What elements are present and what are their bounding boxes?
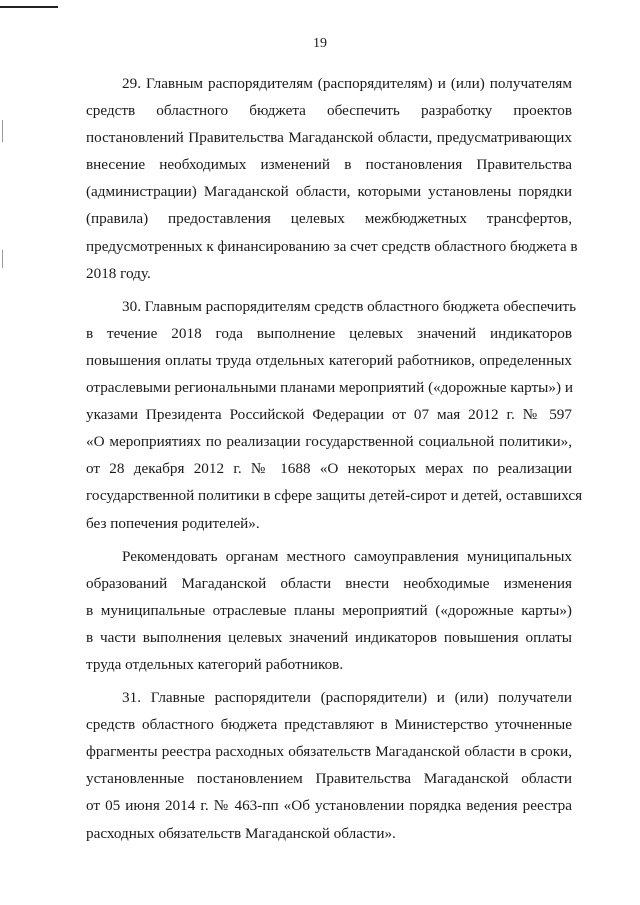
scan-margin-mark [2, 120, 3, 142]
text-line: (правила) предоставления целевых межбюджетных трансфертов, [86, 210, 572, 228]
text-line: в течение 2018 года выполнение целевых значений индикаторов [86, 324, 572, 342]
text-line: повышения оплаты труда отдельных категорий работников, определенных [86, 351, 572, 369]
paragraph-recommendation [86, 543, 572, 678]
text-line: 2018 году. [86, 264, 151, 282]
text-line: 31. Главные распорядители (распорядители) и (или) получатели [122, 689, 572, 707]
text-line: средств областного бюджета представляют в Министерство уточненные [86, 716, 572, 734]
text-line: в муниципальные отраслевые планы мероприятий («дорожные карты») [86, 601, 572, 619]
text-line: средств областного бюджета обеспечить разработку проектов [86, 102, 572, 120]
text-line: указами Президента Российской Федерации от 07 мая 2012 г. № 597 [86, 406, 572, 424]
page-number: 19 [313, 36, 327, 51]
paragraph-31 [86, 684, 572, 847]
text-line: в части выполнения целевых значений индикаторов повышения оплаты [86, 628, 572, 646]
document-body [86, 70, 583, 853]
text-line: постановлений Правительства Магаданской области, предусматривающих [86, 129, 572, 147]
top-edge-rule [0, 6, 58, 8]
text-line: от 28 декабря 2012 г. № 1688 «О некоторых мерах по реализации [86, 460, 572, 478]
text-line: внесение необходимых изменений в постановления Правительства [86, 156, 572, 174]
text-line: предусмотренных к финансированию за счет средств областного бюджета в [86, 237, 578, 255]
text-line: образований Магаданской области внести необходимые изменения [86, 574, 572, 592]
paragraph-29 [86, 70, 578, 287]
text-line: отраслевыми региональными планами мероприятий («дорожные карты») и [86, 379, 573, 397]
text-line: государственной политики в сфере защиты детей-сирот и детей, оставшихся [86, 487, 583, 505]
text-line: от 05 июня 2014 г. № 463-пп «Об установлении порядка ведения реестра [86, 797, 572, 815]
text-line: расходных обязательств Магаданской области». [86, 824, 396, 842]
text-line: Рекомендовать органам местного самоуправления муниципальных [122, 547, 572, 565]
text-line: установленные постановлением Правительства Магаданской области [86, 770, 572, 788]
text-line: фрагменты реестра расходных обязательств Магаданской области в сроки, [86, 743, 572, 761]
text-line: 29. Главным распорядителям (распорядителям) и (или) получателям [122, 75, 572, 92]
text-line: (администрации) Магаданской области, которыми установлены порядки [86, 183, 572, 201]
text-line: 30. Главным распорядителям средств областного бюджета обеспечить [122, 297, 577, 315]
text-line: без попечения родителей». [86, 514, 260, 532]
text-line: труда отдельных категорий работников. [86, 655, 344, 673]
paragraph-30 [86, 293, 583, 537]
text-line: «О мероприятиях по реализации государственной социальной политики», [86, 433, 572, 451]
scan-margin-mark [2, 250, 3, 268]
